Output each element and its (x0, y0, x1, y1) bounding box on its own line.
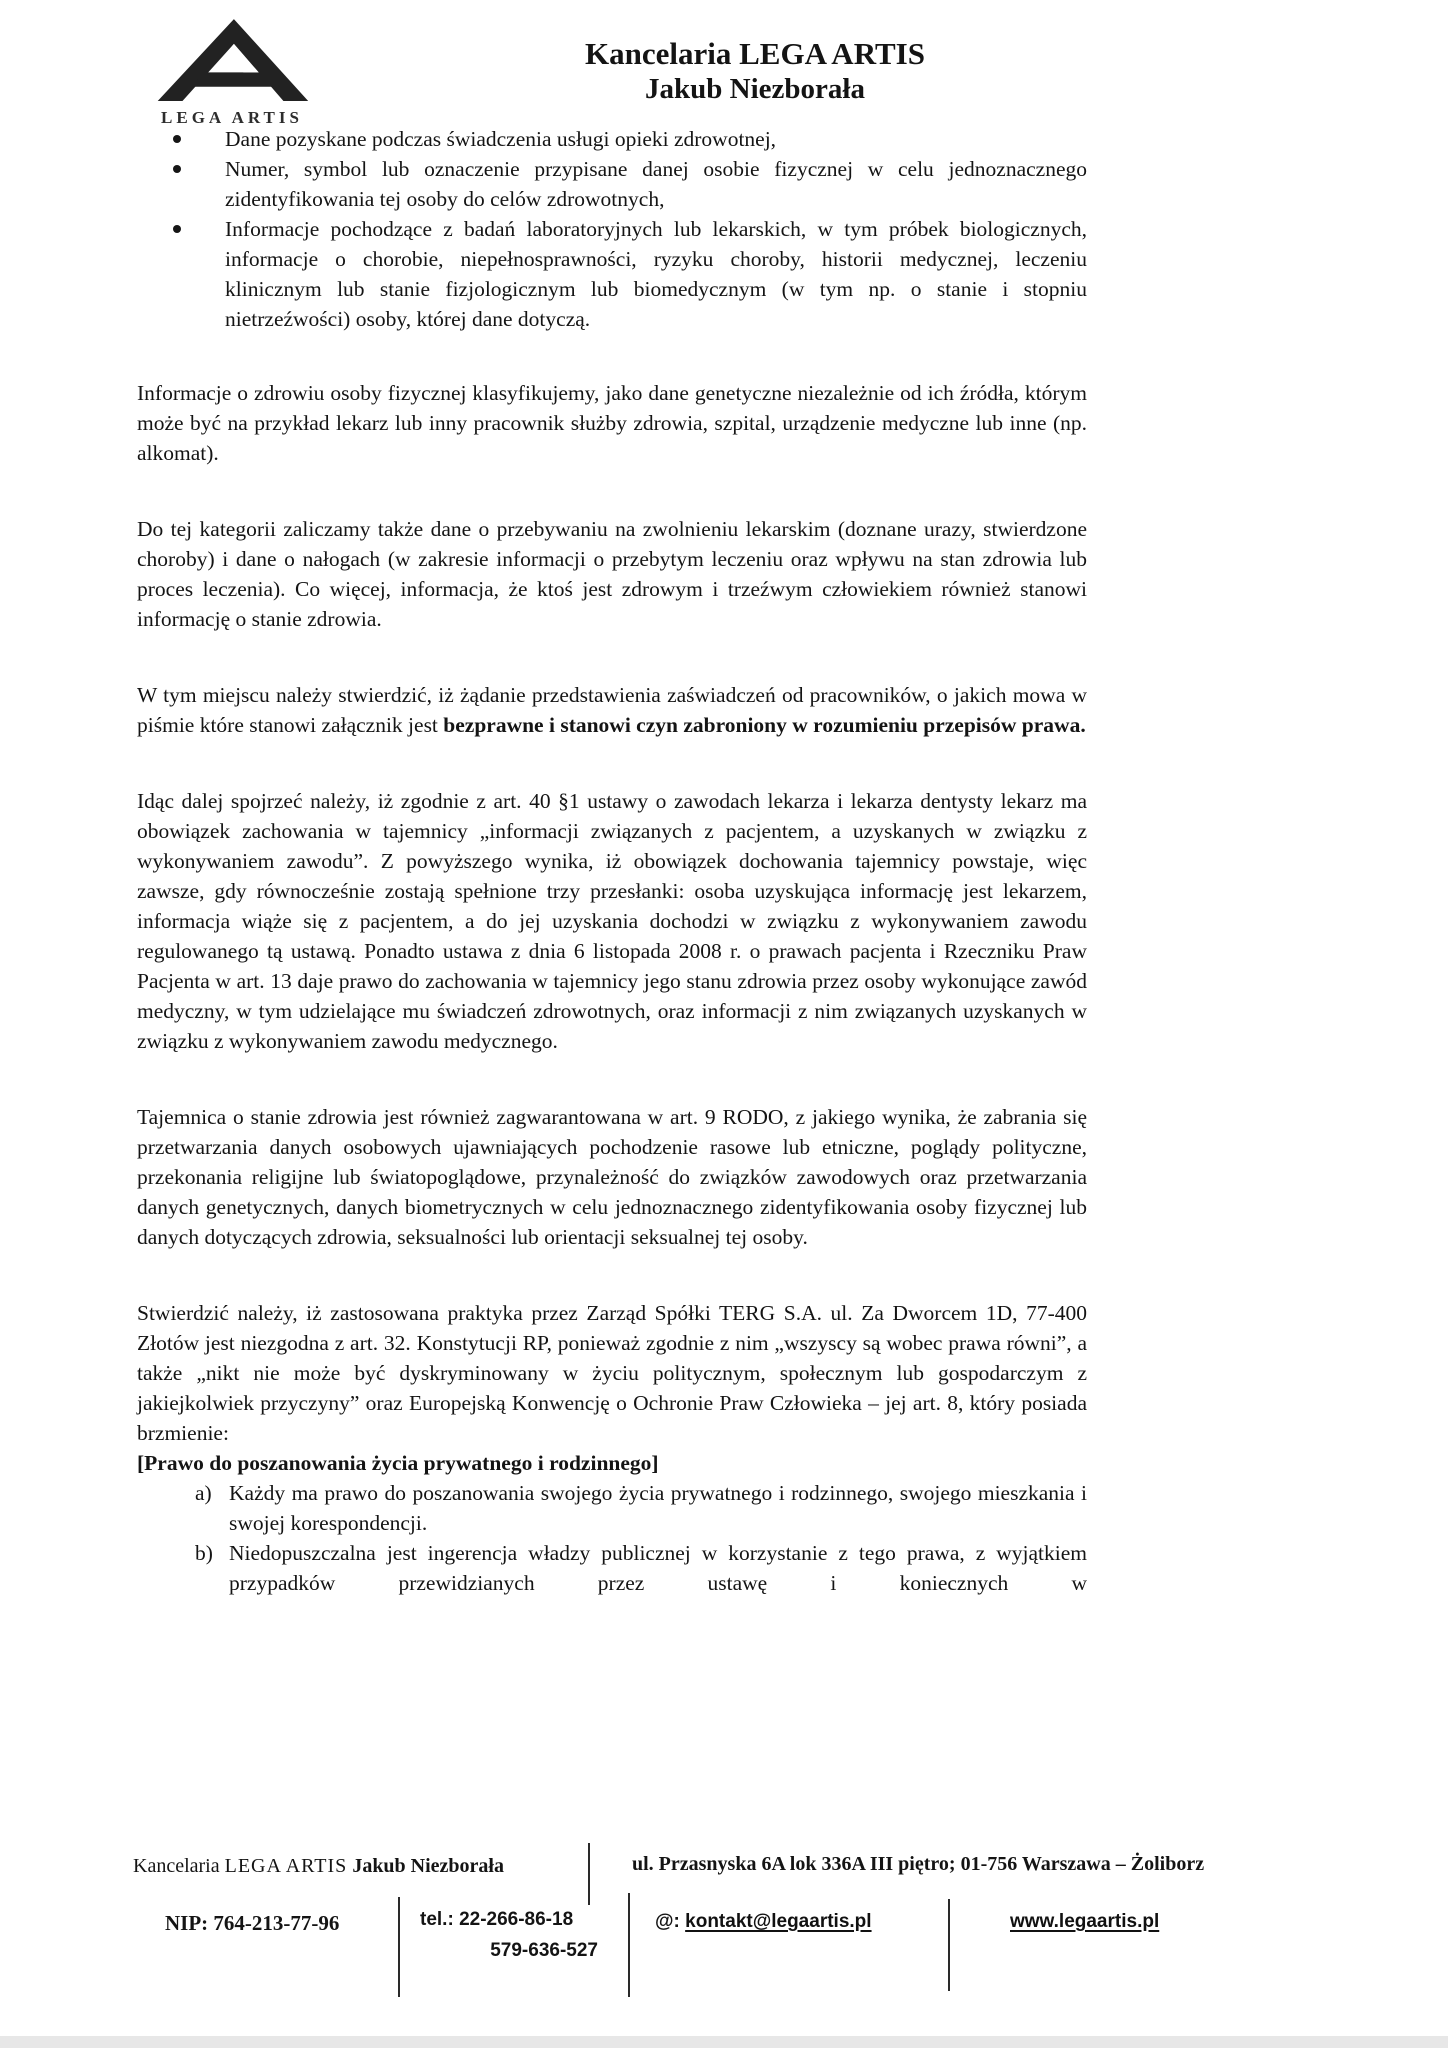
scan-edge (0, 2036, 1448, 2048)
footer-address: ul. Przasnyska 6A lok 336A III piętro; 01-756 Warszawa – Żoliborz (632, 1853, 1205, 1875)
paragraph-demand-unlawful-bold: bezprawne i stanowi czyn zabroniony w rozumieniu przepisów prawa. (443, 713, 1086, 737)
bullet-list (137, 124, 1087, 334)
letterhead-person-name: Jakub Niezborała (645, 73, 865, 105)
paragraph-medical-secrecy: Idąc dalej spojrzeć należy, iż zgodnie z art. 40 §1 ustawy o zawodach lekarza i lekarza dentysty lekarz ma obowiązek zachowania w tajemnicy „informacji związanych z pacjentem, a uzyskanych w związku z wykonywaniem zawodu”. Z powyższego wynika, iż obowiązek dochowania tajemnicy powstaje, więc zawsze, gdy równocześnie zostają spełnione trzy przesłanki: osoba uzyskująca informację jest lekarzem, informacja wiąże się z pacjentem, a do jej uzyskania dochodzi w związku z wykonywaniem zawodu regulowanego tą ustawą. Ponadto ustawa z dnia 6 listopada 2008 r. o prawach pacjenta i Rzeczniku Praw Pacjenta w art. 13 daje prawo do zachowania w tajemnicy jego stanu zdrowia przez osoby wykonujące zawód medyczny, w tym udzielające mu świadczeń zdrowotnych, oraz informacji z nim związanych uzyskanych w związku z wykonywaniem zawodu medycznego. (137, 789, 1087, 1053)
footer-divider (628, 1893, 630, 1997)
letterhead-title (520, 36, 990, 106)
list-item-a (137, 1478, 1087, 1538)
footer-divider (588, 1843, 590, 1905)
footer-phone (420, 1909, 598, 1962)
footer-nip-value: 764-213-77-96 (213, 1911, 340, 1935)
footer-website-link[interactable]: www.legaartis.pl (1010, 1911, 1160, 1932)
footer-divider (398, 1897, 400, 1997)
heading-private-life-right: [Prawo do poszanowania życia prywatnego i rodzinnego] (137, 1451, 659, 1475)
list-item-b-text: Niedopuszczalna jest ingerencja władzy publicznej w korzystanie z tego prawa, z wyjątkiem przypadków przewidzianych przez ustawę i koniecznych w (229, 1541, 1087, 1595)
footer-email-link[interactable]: kontakt@legaartis.pl (685, 1911, 872, 1932)
footer-nip (165, 1911, 339, 1936)
footer-phone-number-1: 22-266-86-18 (459, 1909, 574, 1930)
bullet-item-identifier-data: Numer, symbol lub oznaczenie przypisane danej osobie fizycznej w celu jednoznacznego zidentyfikowania tej osoby do celów zdrowotnych, (137, 154, 1087, 214)
footer-phone-line1 (420, 1909, 598, 1931)
letterhead-office-name: Kancelaria LEGA ARTIS (585, 36, 925, 71)
paragraph-terg-practice: Stwierdzić należy, iż zastosowana praktyka przez Zarząd Spółki TERG S.A. ul. Za Dworcem 1D, 77-400 Złotów jest niezgodna z art. 32. Konstytucji RP, ponieważ zgodnie z nim „wszyscy są wobec prawa równi”, a także „nikt nie może być dyskryminowany w życiu politycznym, społecznym lub gospodarczym z jakiejkolwiek przyczyny” oraz Europejską Konwencję o Ochronie Praw Człowieka – jej art. 8, który posiada brzmienie: (137, 1301, 1087, 1445)
logo-lega-artis (150, 16, 314, 128)
letter-footer (0, 1845, 1448, 2015)
bullet-item-lab-data: Informacje pochodzące z badań laboratoryjnych lub lekarskich, w tym próbek biologicznych, informacje o chorobie, niepełnosprawności, ryzyku choroby, historii medycznej, leczeniu klinicznym lub stanie fizjologicznym lub biomedycznym (w tym np. o stanie i stopniu nietrzeźwości) osoby, której dane dotyczą. (137, 214, 1087, 334)
footer-office-prefix: Kancelaria (133, 1855, 220, 1877)
paragraph-demand-unlawful (137, 680, 1087, 740)
lega-artis-triangle-icon (152, 16, 312, 106)
footer-office-name (133, 1855, 504, 1878)
list-item-a-text: Każdy ma prawo do poszanowania swojego życia prywatnego i rodzinnego, swojego mieszkania i swojej korespondencji. (229, 1481, 1087, 1535)
footer-website (1010, 1911, 1159, 1933)
letter-body (137, 124, 1087, 1598)
footer-phone-number-2: 579-636-527 (490, 1940, 598, 1961)
footer-email-label: @: (655, 1911, 680, 1932)
paragraph-health-classification: Informacje o zdrowiu osoby fizycznej klasyfikujemy, jako dane genetyczne niezależnie od ich źródła, którym może być na przykład lekarz lub inny pracownik służby zdrowia, szpital, urządzenie medyczne lub inne (np. alkomat). (137, 381, 1087, 465)
footer-phone-label: tel.: (420, 1909, 454, 1930)
paragraph-demand-unlawful-text: W tym miejscu należy stwierdzić, iż żądanie przedstawienia zaświadczeń od pracowników, o jakich mowa w piśmie które stanowi załącznik jest (137, 683, 1087, 737)
footer-office-person: Jakub Niezborała (352, 1855, 504, 1877)
paragraph-sick-leave-data: Do tej kategorii zaliczamy także dane o przebywaniu na zwolnieniu lekarskim (doznane urazy, stwierdzone choroby) i dane o nałogach (w zakresie informacji o przebytym leczeniu oraz wpływu na stan zdrowia lub proces leczenia). Co więcej, informacja, że ktoś jest zdrowym i trzeźwym człowiekiem również stanowi informację o stanie zdrowia. (137, 517, 1087, 631)
footer-divider (948, 1899, 950, 1991)
footer-office-brand: LEGA ARTIS (224, 1855, 348, 1877)
paragraph-rodo-art9: Tajemnica o stanie zdrowia jest również zagwarantowana w art. 9 RODO, z jakiego wynika, że zabrania się przetwarzania danych osobowych ujawniających pochodzenie rasowe lub etniczne, poglądy polityczne, przekonania religijne lub światopoglądowe, przynależność do związków zawodowych oraz przetwarzania danych genetycznych, danych biometrycznych w celu jednoznacznego zidentyfikowania osoby fizycznej lub danych dotyczących zdrowia, seksualności lub orientacji seksualnej tej osoby. (137, 1105, 1087, 1249)
list-item-b (137, 1538, 1087, 1598)
bullet-item-health-service-data: Dane pozyskane podczas świadczenia usługi opieki zdrowotnej, (137, 124, 1087, 154)
footer-email (655, 1911, 872, 1933)
list-marker-b: b) (195, 1541, 213, 1565)
footer-nip-label: NIP: (165, 1911, 209, 1935)
list-marker-a: a) (195, 1481, 212, 1505)
logo-caption: LEGA ARTIS (161, 108, 303, 127)
